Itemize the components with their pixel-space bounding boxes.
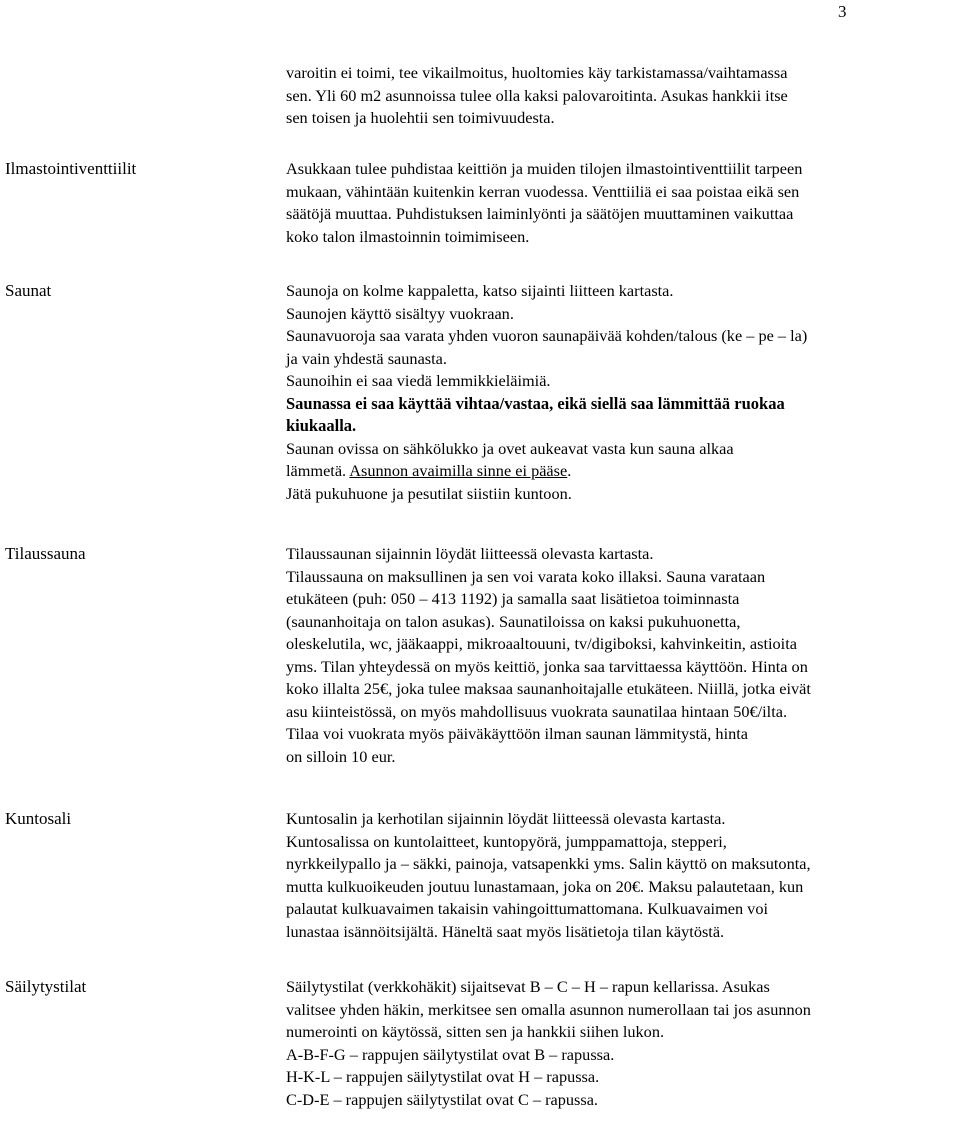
text-line: Tilaa voi vuokrata myös päiväkäyttöön ilman saunan lämmitystä, hinta xyxy=(286,724,748,743)
section-saunat xyxy=(286,280,958,505)
text-line: sen toisen ja huolehtii sen toimivuudesta. xyxy=(286,108,555,127)
text-line: H-K-L – rappujen säilytystilat ovat H – rapussa. xyxy=(286,1067,600,1086)
text-line: numerointi on käytössä, sitten sen ja hankkii siihen lukon. xyxy=(286,1022,665,1041)
text-line: asu kiinteistössä, on myös mahdollisuus vuokrata saunatilaa hintaan 50€/ilta. xyxy=(286,701,788,721)
section-tilaussauna xyxy=(286,543,958,768)
bold-warning-line: Saunassa ei saa käyttää vihtaa/vastaa, eikä siellä saa lämmittää ruokaa xyxy=(286,393,785,413)
text-line: koko illalta 25€, joka tulee maksaa saunanhoitajalle etukäteen. Niillä, jotka eivät xyxy=(286,679,811,698)
section-label-kuntosali: Kuntosali xyxy=(5,809,72,828)
text-line: Saunoja on kolme kappaletta, katso sijainti liitteen kartasta. xyxy=(286,281,674,300)
text-line: C-D-E – rappujen säilytystilat ovat C – rapussa. xyxy=(286,1089,598,1109)
text-line: mutta kulkuoikeuden joutuu lunastamaan, joka on 20€. Maksu palautetaan, kun xyxy=(286,876,804,896)
text-line: Saunojen käyttö sisältyy vuokraan. xyxy=(286,303,514,323)
page-number: 3 xyxy=(838,2,847,21)
text-line: A-B-F-G – rappujen säilytystilat ovat B – rapussa. xyxy=(286,1044,615,1064)
text-line: on silloin 10 eur. xyxy=(286,746,396,766)
text-line: nyrkkeilypallo ja – säkki, painoja, vatsapenkki yms. Salin käyttö on maksutonta, xyxy=(286,854,811,873)
text-line: Säilytystilat (verkkohäkit) sijaitsevat B – C – H – rapun kellarissa. Asukas xyxy=(286,977,770,996)
text-line: säätöjä muuttaa. Puhdistuksen laiminlyönti ja säätöjen muuttaminen vaikuttaa xyxy=(286,204,794,223)
section-label-sailytystilat: Säilytystilat xyxy=(5,977,87,996)
section-label-tilaussauna: Tilaussauna xyxy=(5,544,86,563)
text-line: Asukkaan tulee puhdistaa keittiön ja muiden tilojen ilmastointiventtiilit tarpeen xyxy=(286,159,803,178)
text-line: ja vain yhdestä saunasta. xyxy=(286,348,447,368)
text-line: Tilaussaunan sijainnin löydät liitteessä olevasta kartasta. xyxy=(286,544,654,563)
intro-text xyxy=(286,62,958,130)
underlined-text: Asunnon avaimilla sinne ei pääse xyxy=(349,461,568,480)
text-line: sen. Yli 60 m2 asunnoissa tulee olla kaksi palovaroitinta. Asukas hankkii itse xyxy=(286,85,788,105)
text-line: palautat kulkuavaimen takaisin vahingoittumattomana. Kulkuavaimen voi xyxy=(286,899,768,918)
text-line: Saunan ovissa on sähkölukko ja ovet aukeavat vasta kun sauna alkaa xyxy=(286,438,734,458)
text-line: koko talon ilmastoinnin toimimiseen. xyxy=(286,226,530,246)
section-label-ilmastointiventtiilit: Ilmastointiventtiilit xyxy=(5,159,137,178)
text-line: (saunanhoitaja on talon asukas). Saunatiloissa on kaksi pukuhuonetta, xyxy=(286,611,741,631)
bold-warning-line: kiukaalla. xyxy=(286,416,357,435)
text-line: lunastaa isännöitsijältä. Häneltä saat myös lisätietoja tilan käytöstä. xyxy=(286,921,725,941)
text-line: oleskelutila, wc, jääkaappi, mikroaaltouuni, tv/digiboksi, kahvinkeitin, astioita xyxy=(286,634,797,653)
section-sailytystilat xyxy=(286,976,958,1111)
section-ilmastointiventtiilit xyxy=(286,158,958,248)
text-line-with-underline xyxy=(286,460,958,483)
text-line: yms. Tilan yhteydessä on myös keittiö, jonka saa tarvittaessa käyttöön. Hinta on xyxy=(286,656,808,676)
text-line: Saunoihin ei saa viedä lemmikkieläimiä. xyxy=(286,371,551,390)
text-fragment: . xyxy=(567,461,572,480)
text-line: Kuntosalin ja kerhotilan sijainnin löydät liitteessä olevasta kartasta. xyxy=(286,809,726,828)
section-label-saunat: Saunat xyxy=(5,281,52,300)
text-line: valitsee yhden häkin, merkitsee sen omalla asunnon numerollaan tai jos asunnon xyxy=(286,999,811,1019)
text-line: etukäteen (puh: 050 – 413 1192) ja samalla saat lisätietoa toiminnasta xyxy=(286,589,740,608)
text-line: Saunavuoroja saa varata yhden vuoron saunapäivää kohden/talous (ke – pe – la) xyxy=(286,326,808,345)
section-kuntosali xyxy=(286,808,958,943)
text-line: Jätä pukuhuone ja pesutilat siistiin kuntoon. xyxy=(286,483,572,503)
text-line: Tilaussauna on maksullinen ja sen voi varata koko illaksi. Sauna varataan xyxy=(286,566,766,586)
text-line: Kuntosalissa on kuntolaitteet, kuntopyörä, jumppamattoja, stepperi, xyxy=(286,831,727,851)
text-line: varoitin ei toimi, tee vikailmoitus, huoltomies käy tarkistamassa/vaihtamassa xyxy=(286,63,788,82)
text-fragment: lämmetä. xyxy=(286,461,350,480)
text-line: mukaan, vähintään kuitenkin kerran vuodessa. Venttiiliä ei saa poistaa eikä sen xyxy=(286,181,800,201)
